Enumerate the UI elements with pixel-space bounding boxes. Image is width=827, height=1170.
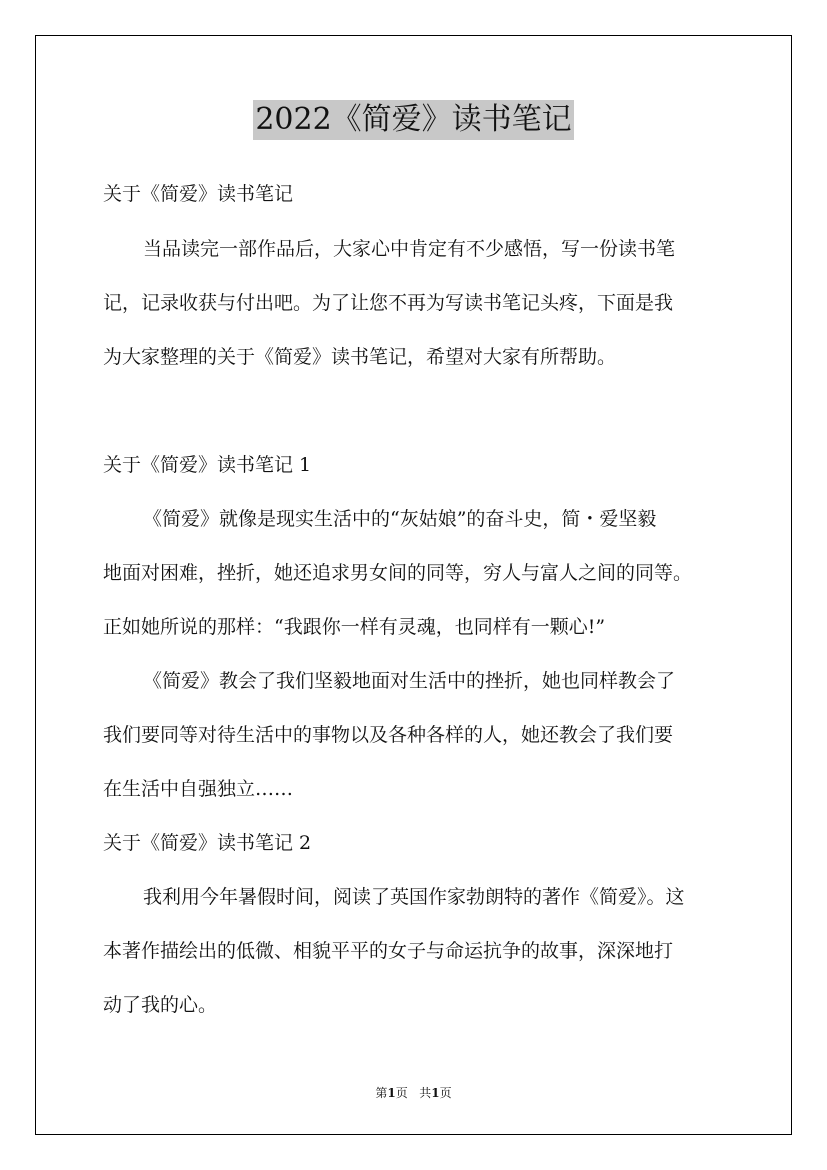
section1-para2-line-1: 《简爱》教会了我们坚毅地面对生活中的挫折，她也同样教会了 [143,670,676,692]
total-prefix: 共 [419,1086,432,1100]
section1-heading: 关于《简爱》读书笔记 1 [103,454,312,476]
document-title-block [0,100,827,140]
intro-line-1: 当品读完一部作品后，大家心中肯定有不少感悟，写一份读书笔 [143,238,676,260]
page-footer [0,1085,827,1101]
document-title: 2022《简爱》读书笔记 [253,100,573,140]
intro-line-3: 为大家整理的关于《简爱》读书笔记，希望对大家有所帮助。 [103,346,617,368]
total-suffix: 页 [439,1086,452,1100]
section2-para1-line-2: 本著作描绘出的低微、相貌平平的女子与命运抗争的故事，深深地打 [103,940,674,962]
section2-para1-line-3: 动了我的心。 [103,994,218,1016]
total-num: 1 [431,1086,440,1100]
page-total [419,1086,451,1100]
section1-para1-line-1: 《简爱》就像是现实生活中的“灰姑娘”的奋斗史，简・爱坚毅 [143,508,657,530]
intro-heading: 关于《简爱》读书笔记 [103,183,294,205]
section1-para1-line-2: 地面对困难，挫折，她还追求男女间的同等，穷人与富人之间的同等。 [103,562,693,584]
section1-para2-line-2: 我们要同等对待生活中的事物以及各种各样的人，她还教会了我们要 [103,724,674,746]
section2-para1-line-1: 我利用今年暑假时间，阅读了英国作家勃朗特的著作《简爱》。这 [143,886,685,908]
page-suffix: 页 [395,1086,408,1100]
page-num: 1 [387,1086,396,1100]
section2-heading: 关于《简爱》读书笔记 2 [103,832,312,854]
intro-line-2: 记，记录收获与付出吧。为了让您不再为写读书笔记头疼，下面是我 [103,292,674,314]
section1-para1-line-3: 正如她所说的那样：“我跟你一样有灵魂，也同样有一颗心!” [103,616,606,638]
page-prefix: 第 [375,1086,388,1100]
section1-para2-line-3: 在生活中自强独立…… [103,778,294,800]
page-number [375,1086,407,1100]
